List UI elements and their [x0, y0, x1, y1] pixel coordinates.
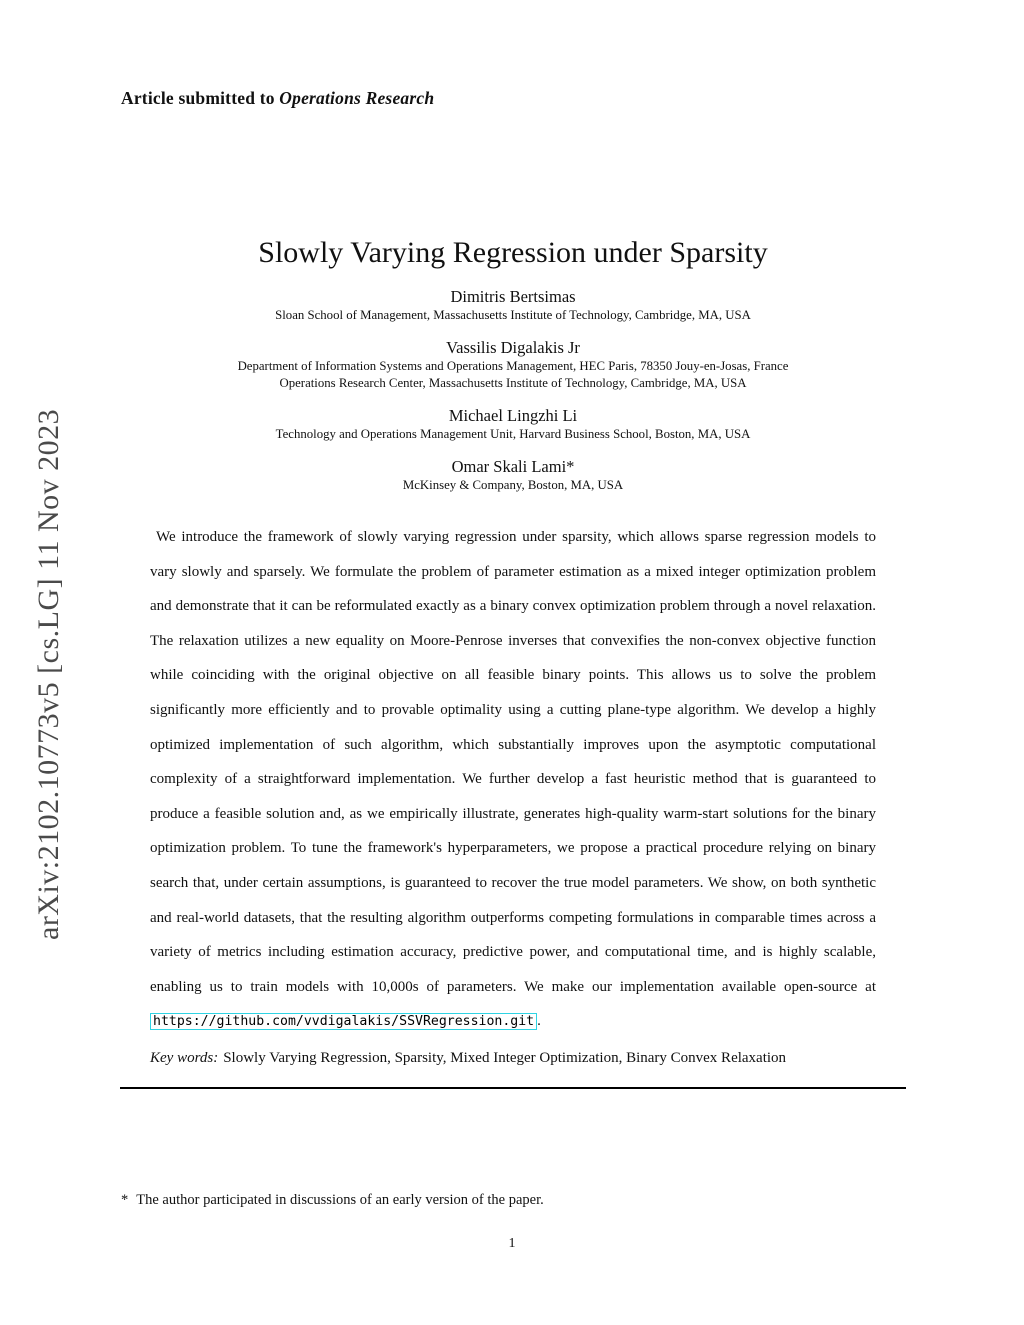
abstract-text: We introduce the framework of slowly varying regression under sparsity, which allows sparse regression models to vary slowly and sparsely. We formulate the problem of parameter estimation as a mixed integer optimization problem and demonstrate that it can be reformulated exactly as a binary convex optimization problem through a novel relaxation. The relaxation utilizes a new equality on Moore-Penrose inverses that convexifies the non-convex objective function while coinciding with the original objective on all feasible binary points. This allows us to solve the problem significantly more efficiently and to provable optimality using a cutting plane-type algorithm. We develop a highly optimized implementation of such algorithm, which substantially improves upon the asymptotic computational complexity of a straightforward implementation. We further develop a fast heuristic method that is guaranteed to produce a feasible solution and, as we empirically illustrate, generates high-quality warm-start solutions for the binary optimization problem. To tune the framework's hyperparameters, we propose a practical procedure relying on binary search that, under certain assumptions, is guaranteed to recover the true model parameters. We show, on both synthetic and real-world datasets, that the resulting algorithm outperforms competing formulations in comparable times across a variety of metrics including estimation accuracy, predictive power, and computational time, and is highly scalable, enabling us to train models with 10,000s of parameters. We make our implementation available open-source at	[150, 529, 876, 995]
separator-rule	[120, 1087, 906, 1089]
author-name: Vassilis Digalakis Jr	[446, 338, 580, 358]
author-name: Dimitris Bertsimas	[450, 287, 576, 307]
github-repo-link[interactable]: https://github.com/vvdigalakis/SSVRegression.git	[150, 1013, 537, 1030]
footnote-marker: *	[121, 1192, 129, 1208]
keywords-text: Slowly Varying Regression, Sparsity, Mixed Integer Optimization, Binary Convex Relaxation	[223, 1050, 787, 1066]
page-title: Slowly Varying Regression under Sparsity	[258, 236, 768, 270]
arxiv-sidebar-stamp: arXiv:2102.10773v5 [cs.LG] 11 Nov 2023	[32, 408, 65, 940]
keywords-label: Key words:	[150, 1050, 219, 1066]
author-block	[120, 456, 906, 494]
author-affiliation: Operations Research Center, Massachusetts Institute of Technology, Cambridge, MA, USA	[279, 376, 747, 391]
author-affiliation: Technology and Operations Management Unit, Harvard Business School, Boston, MA, USA	[275, 427, 751, 442]
abstract-text-end: .	[537, 1013, 541, 1030]
author-block	[120, 337, 906, 392]
author-footnote	[121, 1192, 544, 1209]
content-column	[120, 214, 906, 1089]
journal-name: Operations Research	[279, 88, 435, 108]
author-name: Michael Lingzhi Li	[448, 406, 578, 426]
author-block	[120, 286, 906, 324]
author-affiliation: Department of Information Systems and Operations Management, HEC Paris, 78350 Jouy-en-Josas, France	[237, 359, 789, 374]
author-block	[120, 405, 906, 443]
running-head-prefix: Article submitted to	[121, 88, 275, 108]
running-head	[121, 88, 434, 109]
footnote-text: The author participated in discussions of an early version of the paper.	[136, 1192, 544, 1208]
page-number: 1	[508, 1236, 516, 1251]
author-affiliation: McKinsey & Company, Boston, MA, USA	[402, 478, 624, 493]
author-affiliation: Sloan School of Management, Massachusetts Institute of Technology, Cambridge, MA, USA	[275, 308, 751, 323]
author-name: Omar Skali Lami*	[451, 457, 575, 477]
abstract	[150, 520, 876, 1040]
keywords-line	[150, 1048, 876, 1069]
